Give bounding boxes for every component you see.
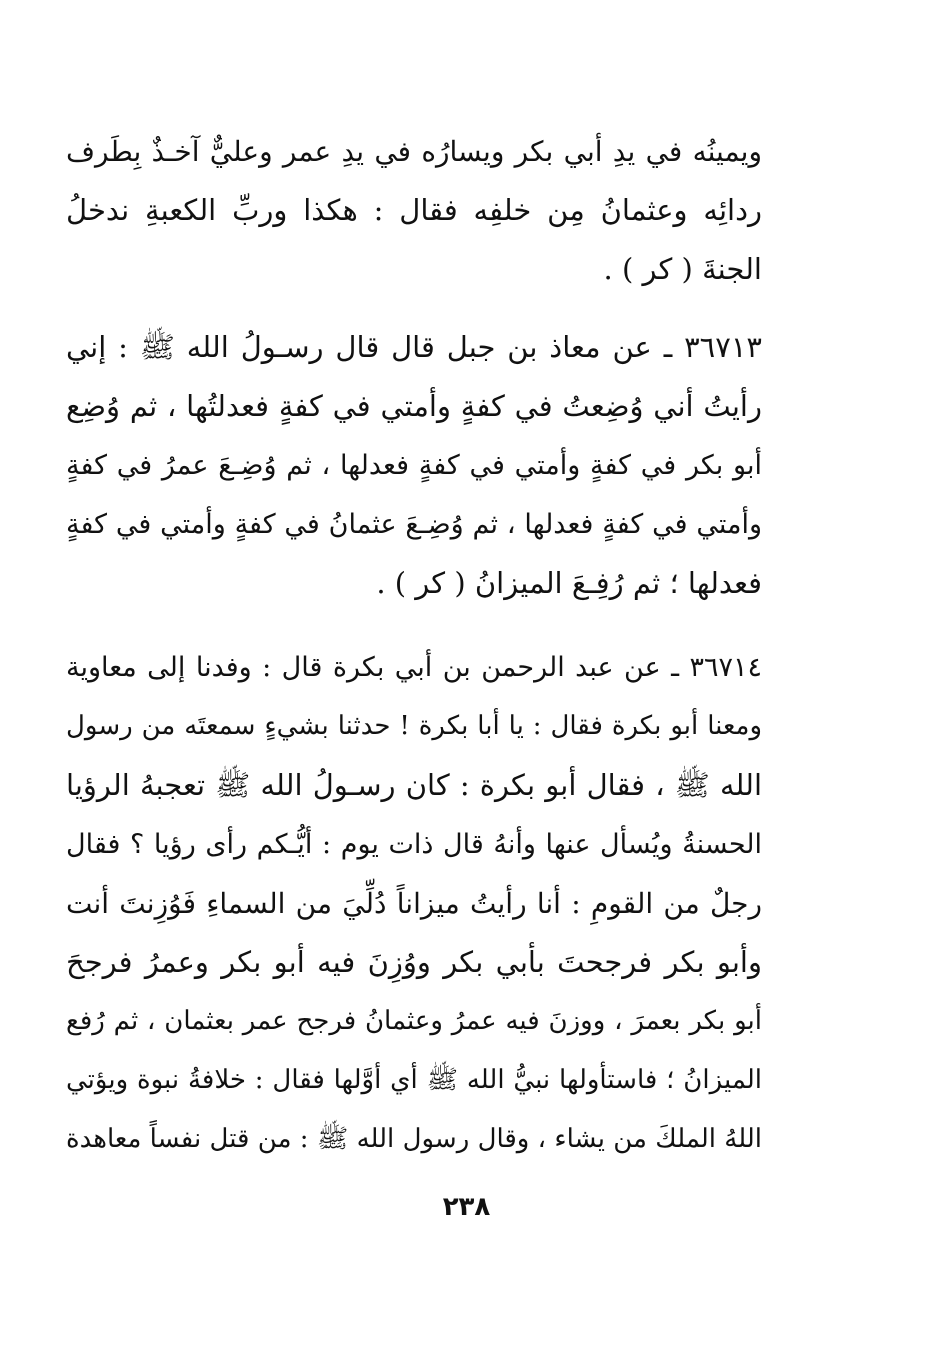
text-line: وأمتي في كفةٍ فعدلها ، ثم وُضِـعَ عثمانُ في كفةٍ وأمتي في كفةٍ xyxy=(66,509,762,540)
text-line: أبو بكر بعمرَ ، ووزنَ فيه عمرُ وعثمانُ فرجح عمر بعثمان ، ثم رُفع xyxy=(66,1006,762,1036)
text-line: رأيتُ أني وُضِعتُ في كفةٍ وأمتي في كفةٍ فعدلتُها ، ثم وُضِع xyxy=(66,389,762,423)
page-number: ٢٣٨ xyxy=(442,1192,491,1222)
text-line: الجنةَ ( كر ) . xyxy=(603,252,762,286)
paragraph-1 xyxy=(66,122,762,299)
text-line: ردائِه وعثمانُ مِن خلفِه فقال : هكذا وربِّ الكعبةِ ندخلُ xyxy=(66,193,762,227)
text-line: وأبو بكر فرجحتَ بأبي بكر ووُزِنَ فيه أبو بكر وعمرُ فرجحَ xyxy=(66,945,762,979)
paragraph-hadith-36714 xyxy=(66,638,762,1169)
text-line: الله ﷺ ، فقال أبو بكرة : كان رسـولُ الله ﷺ تعجبهُ الرؤيا xyxy=(66,768,762,802)
text-line: الحسنةُ ويُسأل عنها وأنهُ قال ذات يوم : أيُّـكم رأى رؤيا ؟ فقال xyxy=(66,829,762,860)
text-line: ٣٦٧١٣ ـ عن معاذ بن جبل قال قال رسـولُ الله ﷺ : إني xyxy=(66,330,762,364)
text-line: ويمينُه في يدِ أبي بكر ويسارُه في يدِ عمر وعليٌّ آخـذٌ بِطَرف xyxy=(66,135,762,168)
text-line: ومعنا أبو بكرة فقال : يا أبا بكرة ! حدثنا بشيءٍ سمعتَه من رسول xyxy=(66,711,762,741)
text-line: فعدلها ؛ ثم رُفِـعَ الميزانُ ( كر ) . xyxy=(376,566,762,600)
text-line: رجلٌ من القومِ : أنا رأيتُ ميزاناً دُلِّيَ من السماءِ فَوُزِنتَ أنت xyxy=(66,887,762,920)
text-line: أبو بكر في كفةٍ وأمتي في كفةٍ فعدلها ، ثم وُضِـعَ عمرُ في كفةٍ xyxy=(66,450,762,481)
text-line: اللهُ الملكَ من يشاء ، وقال رسول الله ﷺ : من قتل نفساً معاهدة xyxy=(66,1124,762,1154)
text-line: الميزانُ ؛ فاستأولها نبيُّ الله ﷺ أي أوَّلها فقال : خلافةُ نبوة ويؤتي xyxy=(66,1065,762,1095)
paragraph-hadith-36713 xyxy=(66,318,762,613)
text-line: ٣٦٧١٤ ـ عن عبد الرحمن بن أبي بكرة قال : وفدنا إلى معاوية xyxy=(66,652,762,683)
